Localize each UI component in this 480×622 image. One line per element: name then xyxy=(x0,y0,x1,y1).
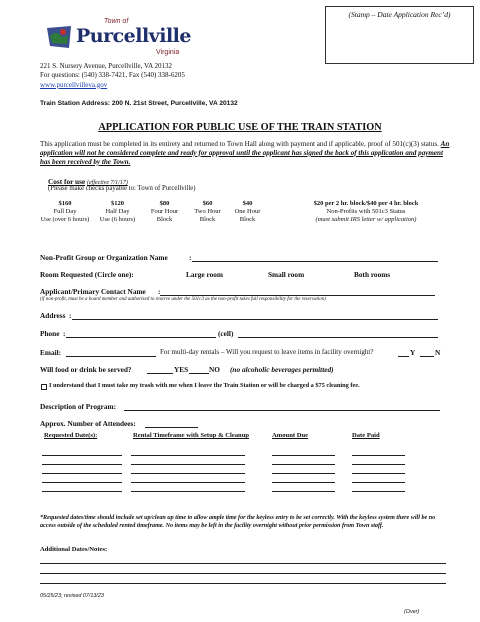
address-label: Address xyxy=(40,311,66,320)
cost-column-nonprofit xyxy=(280,200,452,224)
email-label: Email: xyxy=(40,348,62,357)
footnote: *Requested dates/time should include set up/clean up time to allow ample time for the keyless entry to be set correctly. With the keyless system there will be no access outside of the scheduled rented timeframe. No items may be left in the facility overnight without prior permission from Town staff. xyxy=(40,515,436,530)
schedule-header-amount: Amount Due xyxy=(272,432,309,439)
town-address xyxy=(40,62,185,90)
cost-line2: Block xyxy=(156,216,173,223)
schedule-header-dates: Requested Date(s): xyxy=(44,432,98,439)
schedule-cell-field[interactable] xyxy=(42,473,122,474)
food-yes-label: YES xyxy=(174,365,189,374)
program-field[interactable] xyxy=(124,410,440,411)
logo-state: Virginia xyxy=(156,49,180,56)
cost-line1: Full Day xyxy=(53,208,77,215)
schedule-cell-field[interactable] xyxy=(131,455,245,456)
schedule-cell-field[interactable] xyxy=(352,455,405,456)
notes-line[interactable] xyxy=(40,583,446,584)
trash-checkbox[interactable] xyxy=(41,384,47,390)
food-question: Will food or drink be served? xyxy=(40,365,132,374)
nonprofit-colon: : xyxy=(189,253,192,262)
cost-price: $80 xyxy=(159,200,170,207)
cost-price: $60 xyxy=(202,200,213,207)
room-option-small[interactable]: Small room xyxy=(268,270,305,279)
address-phone: For questions: (540) 338-7421, Fax (540) 338-6205 xyxy=(40,71,185,80)
attendees-field[interactable] xyxy=(145,427,198,428)
cost-line2: Use (6 hours) xyxy=(99,216,136,223)
cost-effective: (effective 7/1/17) xyxy=(87,180,128,186)
cost-line1: Non-Profits with 501c3 Status xyxy=(326,208,406,215)
food-no-field[interactable] xyxy=(189,373,209,374)
schedule-cell-field[interactable] xyxy=(42,491,122,492)
program-label: Description of Program: xyxy=(40,402,117,411)
attendees-label: Approx. Number of Attendees: xyxy=(40,419,136,428)
multiday-yes-label: Y xyxy=(410,348,416,357)
no-alcohol-note: (no alcoholic beverages permitted) xyxy=(230,365,334,374)
room-option-both[interactable]: Both rooms xyxy=(354,270,391,279)
address-field[interactable] xyxy=(72,319,438,320)
nonprofit-label: Non-Profit Group or Organization Name xyxy=(40,253,168,262)
cost-column xyxy=(185,200,230,224)
revision-date: 05/25/23; revised 07/13/23 xyxy=(40,593,104,599)
cost-line2: Use (over 6 hours) xyxy=(40,216,90,223)
additional-notes-label: Additional Dates/Notes: xyxy=(40,546,108,553)
schedule-cell-field[interactable] xyxy=(352,473,405,474)
multiday-yes-field[interactable] xyxy=(398,356,409,357)
schedule-cell-field[interactable] xyxy=(131,464,245,465)
cost-price: $20 per 2 hr. block/$40 per 4 hr. block xyxy=(313,200,419,207)
schedule-cell-field[interactable] xyxy=(42,455,122,456)
phone-field[interactable] xyxy=(66,337,216,338)
room-option-large[interactable]: Large room xyxy=(186,270,223,279)
cost-line1: Two Hour xyxy=(194,208,221,215)
room-label: Room Requested (Circle one): xyxy=(40,270,134,279)
address-street: 221 S. Nursery Avenue, Purcellville, VA 20132 xyxy=(40,62,173,70)
cost-price: $120 xyxy=(111,200,124,207)
cost-column xyxy=(225,200,270,224)
cell-field[interactable] xyxy=(238,337,438,338)
cost-payable: (Please make checks payable to: Town of Purcellville) xyxy=(48,185,196,192)
cost-column xyxy=(95,200,140,224)
notes-line[interactable] xyxy=(40,573,446,574)
cell-label: (cell) xyxy=(218,329,234,338)
cost-line1: Four Hour xyxy=(150,208,179,215)
phone-label: Phone xyxy=(40,329,60,338)
schedule-cell-field[interactable] xyxy=(272,455,335,456)
cost-line2: Block xyxy=(199,216,216,223)
logo-name: Purcellville xyxy=(76,25,191,47)
town-seal-icon xyxy=(44,22,74,52)
schedule-header-paid: Date Paid xyxy=(352,432,380,439)
notes-line[interactable] xyxy=(40,563,446,564)
schedule-cell-field[interactable] xyxy=(131,491,245,492)
schedule-cell-field[interactable] xyxy=(131,482,245,483)
cost-column xyxy=(142,200,187,224)
schedule-cell-field[interactable] xyxy=(352,491,405,492)
station-address: Train Station Address: 200 N. 21st Street, Purcellville, VA 20132 xyxy=(40,100,238,107)
page-title: APPLICATION FOR PUBLIC USE OF THE TRAIN STATION xyxy=(98,122,382,133)
cost-line2: (must submit IRS letter w/ application) xyxy=(315,216,417,223)
cost-line2: Block xyxy=(239,216,256,223)
cost-price: $40 xyxy=(242,200,253,207)
contact-note: (if non-profit, must be a board member and authorized to reserve under the 501c3 as the non-profit takes full responsibility for the reservation) xyxy=(40,297,326,302)
schedule-cell-field[interactable] xyxy=(42,464,122,465)
schedule-cell-field[interactable] xyxy=(272,473,335,474)
phone-colon: : xyxy=(63,329,66,338)
food-no-label: NO xyxy=(209,365,220,374)
schedule-cell-field[interactable] xyxy=(272,464,335,465)
trash-acknowledgement: I understand that I must take my trash with me when I leave the Train Station or will be charged a $75 cleaning fee. xyxy=(49,382,360,389)
town-logo xyxy=(40,18,190,58)
schedule-header-timeframe: Rental Timeframe with Setup & Cleanup xyxy=(133,432,250,439)
schedule-cell-field[interactable] xyxy=(272,482,335,483)
contact-field[interactable] xyxy=(160,295,435,296)
schedule-cell-field[interactable] xyxy=(352,482,405,483)
cost-line1: Half Day xyxy=(105,208,130,215)
cost-price: $160 xyxy=(58,200,72,207)
logo-prefix: Town of xyxy=(104,18,129,25)
schedule-cell-field[interactable] xyxy=(42,482,122,483)
stamp-box-label: (Stamp – Date Application Rec’d) xyxy=(348,10,451,19)
website-link[interactable]: www.purcellvilleva.gov xyxy=(40,80,108,89)
cost-heading-label: Cost for use xyxy=(48,177,86,186)
intro-emphasis: An application will not be considered complete and ready for approval until the applicant has signed the back of this application and payment has been received by the Town. xyxy=(40,140,450,166)
intro-text xyxy=(40,140,450,167)
intro-plain: This application must be completed in its entirety and returned to Town Hall along with payment and if applicable, proof of 501(c)(3) status. xyxy=(40,140,439,148)
contact-colon: : xyxy=(158,287,161,296)
address-colon: : xyxy=(69,311,72,320)
contact-label: Applicant/Primary Contact Name xyxy=(40,287,146,296)
stamp-box xyxy=(325,6,474,64)
food-yes-field[interactable] xyxy=(147,373,173,374)
over-note: (Over) xyxy=(404,609,420,615)
cost-table xyxy=(40,200,465,230)
schedule-cell-field[interactable] xyxy=(131,473,245,474)
cost-column xyxy=(40,200,90,224)
email-field[interactable] xyxy=(66,356,156,357)
nonprofit-field[interactable] xyxy=(192,261,438,262)
schedule-cell-field[interactable] xyxy=(352,464,405,465)
cost-line1: One Hour xyxy=(234,208,261,215)
schedule-cell-field[interactable] xyxy=(272,491,335,492)
multiday-no-field[interactable] xyxy=(420,356,434,357)
multiday-no-label: N xyxy=(435,348,441,357)
multiday-question: For multi-day rentals – Will you request to leave items in facility overnight? xyxy=(160,348,374,356)
